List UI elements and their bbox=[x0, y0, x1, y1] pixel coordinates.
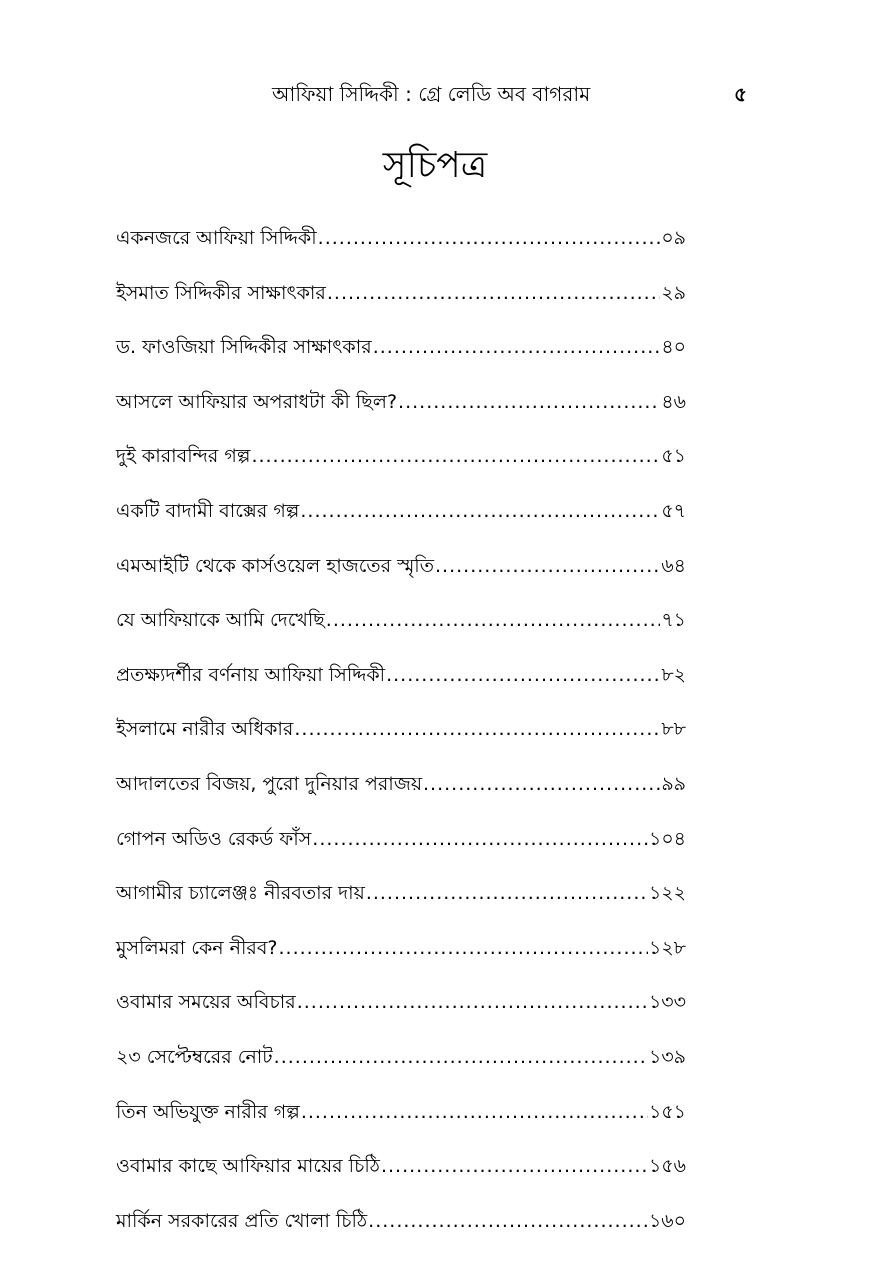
toc-entry[interactable] bbox=[116, 378, 686, 433]
toc-entry-title: গোপন অডিও রেকর্ড ফাঁস bbox=[116, 827, 312, 850]
toc-entry[interactable] bbox=[116, 214, 686, 269]
toc-dot-leader bbox=[366, 869, 648, 917]
toc-entry[interactable] bbox=[116, 869, 686, 924]
toc-entry-page: ৭১ bbox=[661, 609, 686, 632]
toc-entry[interactable] bbox=[116, 432, 686, 487]
toc-entry-page: ০৯ bbox=[661, 227, 686, 249]
toc-dot-leader bbox=[300, 487, 660, 535]
toc-dot-leader bbox=[251, 432, 660, 480]
toc-entry[interactable] bbox=[116, 1142, 686, 1197]
toc-entry-page: ১২২ bbox=[648, 882, 686, 905]
toc-dot-leader bbox=[279, 924, 648, 972]
toc-entry[interactable] bbox=[116, 1033, 686, 1088]
toc-dot-leader bbox=[373, 323, 661, 371]
toc-entry-title: ড. ফাওজিয়া সিদ্দিকীর সাক্ষাৎকার bbox=[116, 336, 372, 359]
toc-entry-page: ১০৪ bbox=[648, 827, 686, 850]
toc-dot-leader bbox=[398, 378, 660, 426]
toc-dot-leader bbox=[318, 214, 661, 262]
toc-entry-title: দুই কারাবন্দির গল্প bbox=[116, 445, 251, 468]
toc-entry[interactable] bbox=[116, 487, 686, 542]
toc-entry[interactable] bbox=[116, 760, 686, 815]
toc-entry-title: এমআইটি থেকে কার্সওয়েল হাজতের স্মৃতি bbox=[116, 554, 435, 577]
toc-entry-page: ৮৮ bbox=[661, 718, 686, 741]
toc-entry-title: একনজরে আফিয়া সিদ্দিকী bbox=[116, 227, 317, 249]
toc-entry[interactable] bbox=[116, 596, 686, 651]
toc-dot-leader bbox=[301, 1088, 648, 1136]
toc-entry[interactable] bbox=[116, 978, 686, 1033]
toc-dot-leader bbox=[423, 760, 660, 808]
toc-heading: সূচিপত্র bbox=[382, 145, 488, 186]
toc-entry-page: ১৬০ bbox=[648, 1209, 686, 1232]
toc-entry-title: আদালতের বিজয়, পুরো দুনিয়ার পরাজয় bbox=[116, 772, 423, 795]
toc-entry-page: ৯৯ bbox=[661, 772, 686, 795]
toc-entry-title: ইসমাত সিদ্দিকীর সাক্ষাৎকার bbox=[116, 281, 326, 304]
toc-entry-title: একটি বাদামী বাক্সের গল্প bbox=[116, 499, 300, 522]
toc-entry[interactable] bbox=[116, 323, 686, 378]
toc-entry-title: আসলে আফিয়ার অপরাধটা কী ছিল? bbox=[116, 390, 398, 413]
toc-dot-leader bbox=[381, 1142, 648, 1190]
toc-dot-leader bbox=[312, 815, 648, 863]
toc-entry[interactable] bbox=[116, 924, 686, 979]
toc-entry[interactable] bbox=[116, 705, 686, 760]
toc-entry-title: ইসলামে নারীর অধিকার bbox=[116, 718, 294, 741]
toc-entry-page: ১৫১ bbox=[649, 1100, 686, 1123]
toc-entry-title: ওবামার কাছে আফিয়ার মায়ের চিঠি bbox=[116, 1155, 380, 1178]
toc-dot-leader bbox=[368, 1197, 648, 1245]
toc-entry[interactable] bbox=[116, 1088, 686, 1143]
toc-entry-title: তিন অভিযুক্ত নারীর গল্প bbox=[116, 1100, 300, 1123]
toc-entry-title: প্রতক্ষ্যদর্শীর বর্ণনায় আফিয়া সিদ্দিকী bbox=[116, 663, 386, 686]
toc-entry-page: ৪৬ bbox=[661, 390, 686, 413]
toc-entry-page: ১২৮ bbox=[648, 936, 686, 959]
toc-entry-page: ২৯ bbox=[661, 281, 686, 304]
toc-entry-page: ৮২ bbox=[661, 663, 686, 686]
toc-entry-title: মার্কিন সরকারের প্রতি খোলা চিঠি bbox=[116, 1209, 368, 1232]
toc-entry-page: ১৫৬ bbox=[648, 1155, 686, 1178]
toc-dot-leader bbox=[386, 651, 660, 699]
toc-entry[interactable] bbox=[116, 269, 686, 324]
toc-entry[interactable] bbox=[116, 1197, 686, 1252]
toc-entry[interactable] bbox=[116, 542, 686, 597]
toc-entry-page: ১৩৯ bbox=[648, 1045, 686, 1068]
toc-entry[interactable] bbox=[116, 815, 686, 870]
toc-entry-page: ১৩৩ bbox=[648, 991, 686, 1014]
running-header bbox=[0, 78, 870, 114]
toc-entry-page: ৫১ bbox=[661, 445, 686, 468]
toc-dot-leader bbox=[294, 705, 660, 753]
toc-dot-leader bbox=[326, 596, 661, 644]
toc-dot-leader bbox=[435, 542, 660, 590]
toc-entry-title: যে আফিয়াকে আমি দেখেছি bbox=[116, 609, 325, 632]
page-number: ৫ bbox=[734, 82, 747, 106]
book-title-header: আফিয়া সিদ্দিকী : গ্রে লেডি অব বাগরাম bbox=[272, 82, 591, 106]
toc-entry-page: ৪০ bbox=[661, 336, 686, 359]
toc-entry[interactable] bbox=[116, 651, 686, 706]
toc-dot-leader bbox=[297, 978, 648, 1026]
toc-entry-title: আগামীর চ্যালেঞ্জঃ নীরবতার দায় bbox=[116, 882, 365, 905]
toc-entry-title: ওবামার সময়ের অবিচার bbox=[116, 991, 296, 1014]
toc-entry-page: ৫৭ bbox=[661, 499, 686, 522]
toc-dot-leader bbox=[274, 1033, 648, 1081]
toc-entry-page: ৬৪ bbox=[661, 554, 686, 577]
toc-list bbox=[116, 214, 686, 1251]
toc-dot-leader bbox=[327, 269, 660, 317]
toc-entry-title: ২৩ সেপ্টেম্বরের নোট bbox=[116, 1045, 273, 1068]
toc-entry-title: মুসলিমরা কেন নীরব? bbox=[116, 936, 278, 959]
